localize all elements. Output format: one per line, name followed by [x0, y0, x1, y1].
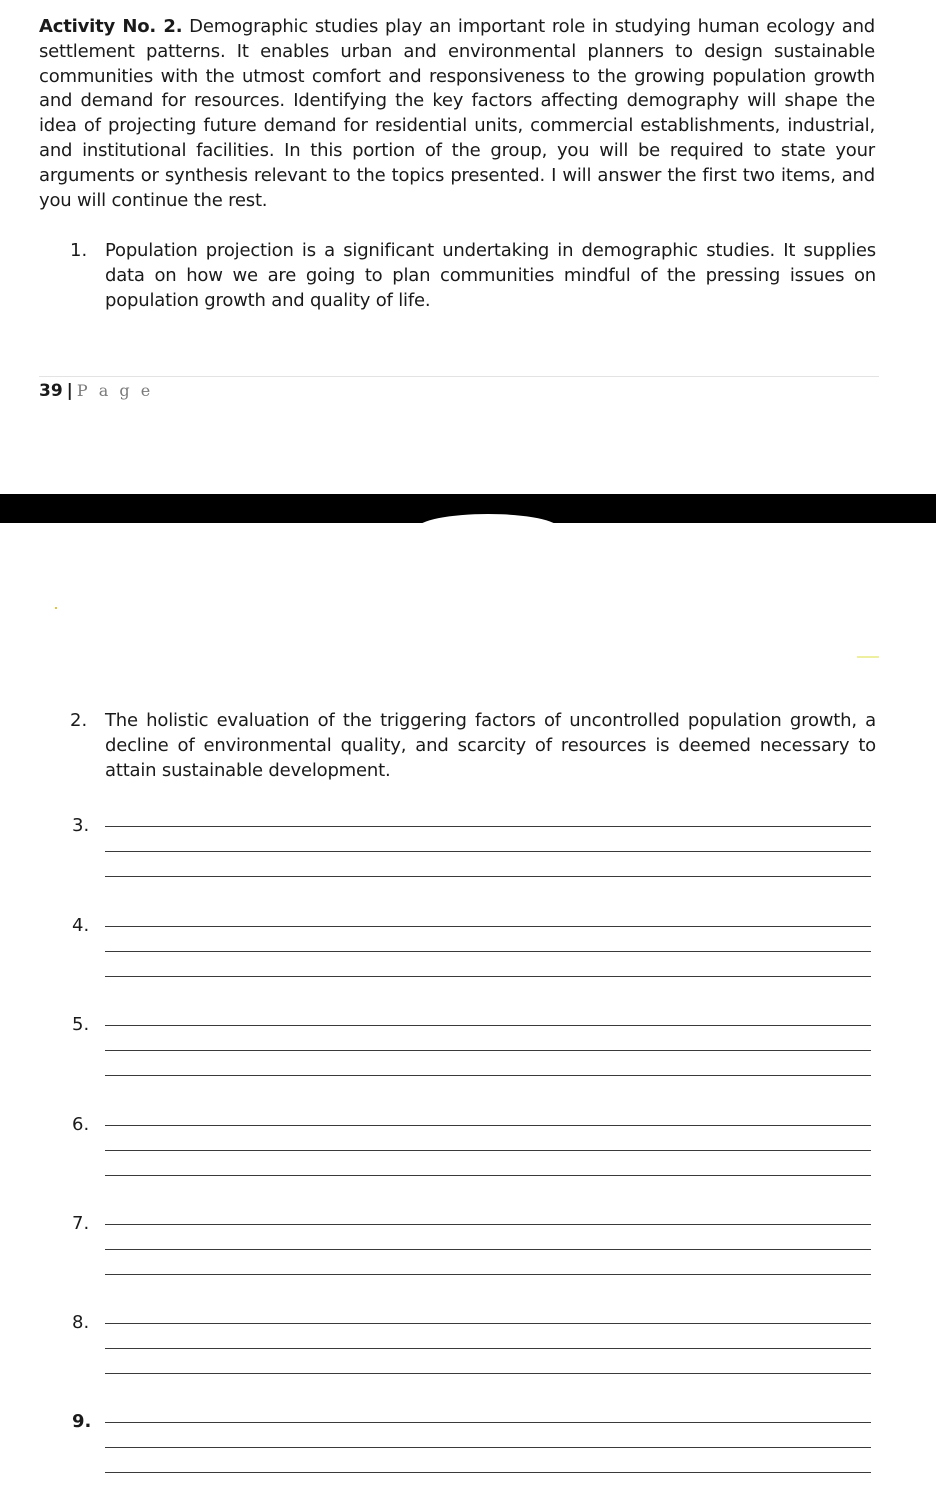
scan-speck	[55, 607, 57, 609]
answer-line[interactable]	[105, 1373, 871, 1374]
page-footer	[39, 381, 153, 401]
scan-speck	[857, 656, 879, 658]
answer-line[interactable]	[105, 1025, 871, 1026]
answer-block	[70, 815, 876, 906]
answer-line[interactable]	[105, 1050, 871, 1051]
answer-line[interactable]	[105, 1249, 871, 1250]
answer-line[interactable]	[105, 1175, 871, 1176]
answer-line[interactable]	[105, 826, 871, 827]
answer-line[interactable]	[105, 951, 871, 952]
answer-block	[70, 1114, 876, 1205]
answer-line[interactable]	[105, 1075, 871, 1076]
answer-line[interactable]	[105, 876, 871, 877]
answer-block	[70, 915, 876, 1006]
answer-number: 7.	[72, 1213, 90, 1234]
answer-number: 8.	[72, 1312, 90, 1333]
answer-block	[70, 1411, 876, 1502]
answer-line[interactable]	[105, 851, 871, 852]
item-number: 1.	[70, 240, 88, 261]
answer-line[interactable]	[105, 1323, 871, 1324]
answer-number: 5.	[72, 1014, 90, 1035]
answer-block	[70, 1213, 876, 1304]
activity-title: Activity No. 2.	[39, 16, 183, 37]
answer-block	[70, 1014, 876, 1105]
answer-line[interactable]	[105, 1274, 871, 1275]
item-number: 2.	[70, 710, 88, 731]
item-text: Population projection is a significant undertaking in demographic studies. It supplies data on how we are going to plan communities mindful of the pressing issues on population growth and quality of life.	[105, 240, 876, 311]
item-text: The holistic evaluation of the triggering factors of uncontrolled population growth, a decline of environmental quality, and scarcity of resources is deemed necessary to attain sustainable development.	[105, 710, 876, 781]
answer-block	[70, 1312, 876, 1403]
answer-line[interactable]	[105, 926, 871, 927]
answer-line[interactable]	[105, 1348, 871, 1349]
answer-line[interactable]	[105, 1447, 871, 1448]
page-number: 39	[39, 381, 63, 401]
answer-line[interactable]	[105, 1224, 871, 1225]
answer-line[interactable]	[105, 1422, 871, 1423]
activity-text: Demographic studies play an important role in studying human ecology and settlement patterns. It enables urban and environmental planners to design sustainable communities with the utmost comfort and responsiveness to the growing population growth and demand for resources. Identifying the key factors affecting demography will shape the idea of projecting future demand for residential units, commercial establishments, industrial, and institutional facilities. In this portion of the group, you will be required to state your arguments or synthesis relevant to the topics presented. I will answer the first two items, and you will continue the rest.	[39, 16, 876, 211]
answer-number: 3.	[72, 815, 90, 836]
list-item-2	[70, 709, 876, 783]
answer-line[interactable]	[105, 1125, 871, 1126]
footer-divider	[39, 376, 879, 377]
answer-line[interactable]	[105, 1150, 871, 1151]
answer-number: 4.	[72, 915, 90, 936]
page-label: P a g e	[76, 381, 154, 400]
answer-line[interactable]	[105, 1472, 871, 1473]
answer-number: 9.	[72, 1411, 92, 1432]
answer-number: 6.	[72, 1114, 90, 1135]
activity-paragraph	[39, 15, 875, 213]
list-item-1	[70, 239, 876, 313]
footer-separator: |	[66, 381, 73, 401]
answer-line[interactable]	[105, 976, 871, 977]
